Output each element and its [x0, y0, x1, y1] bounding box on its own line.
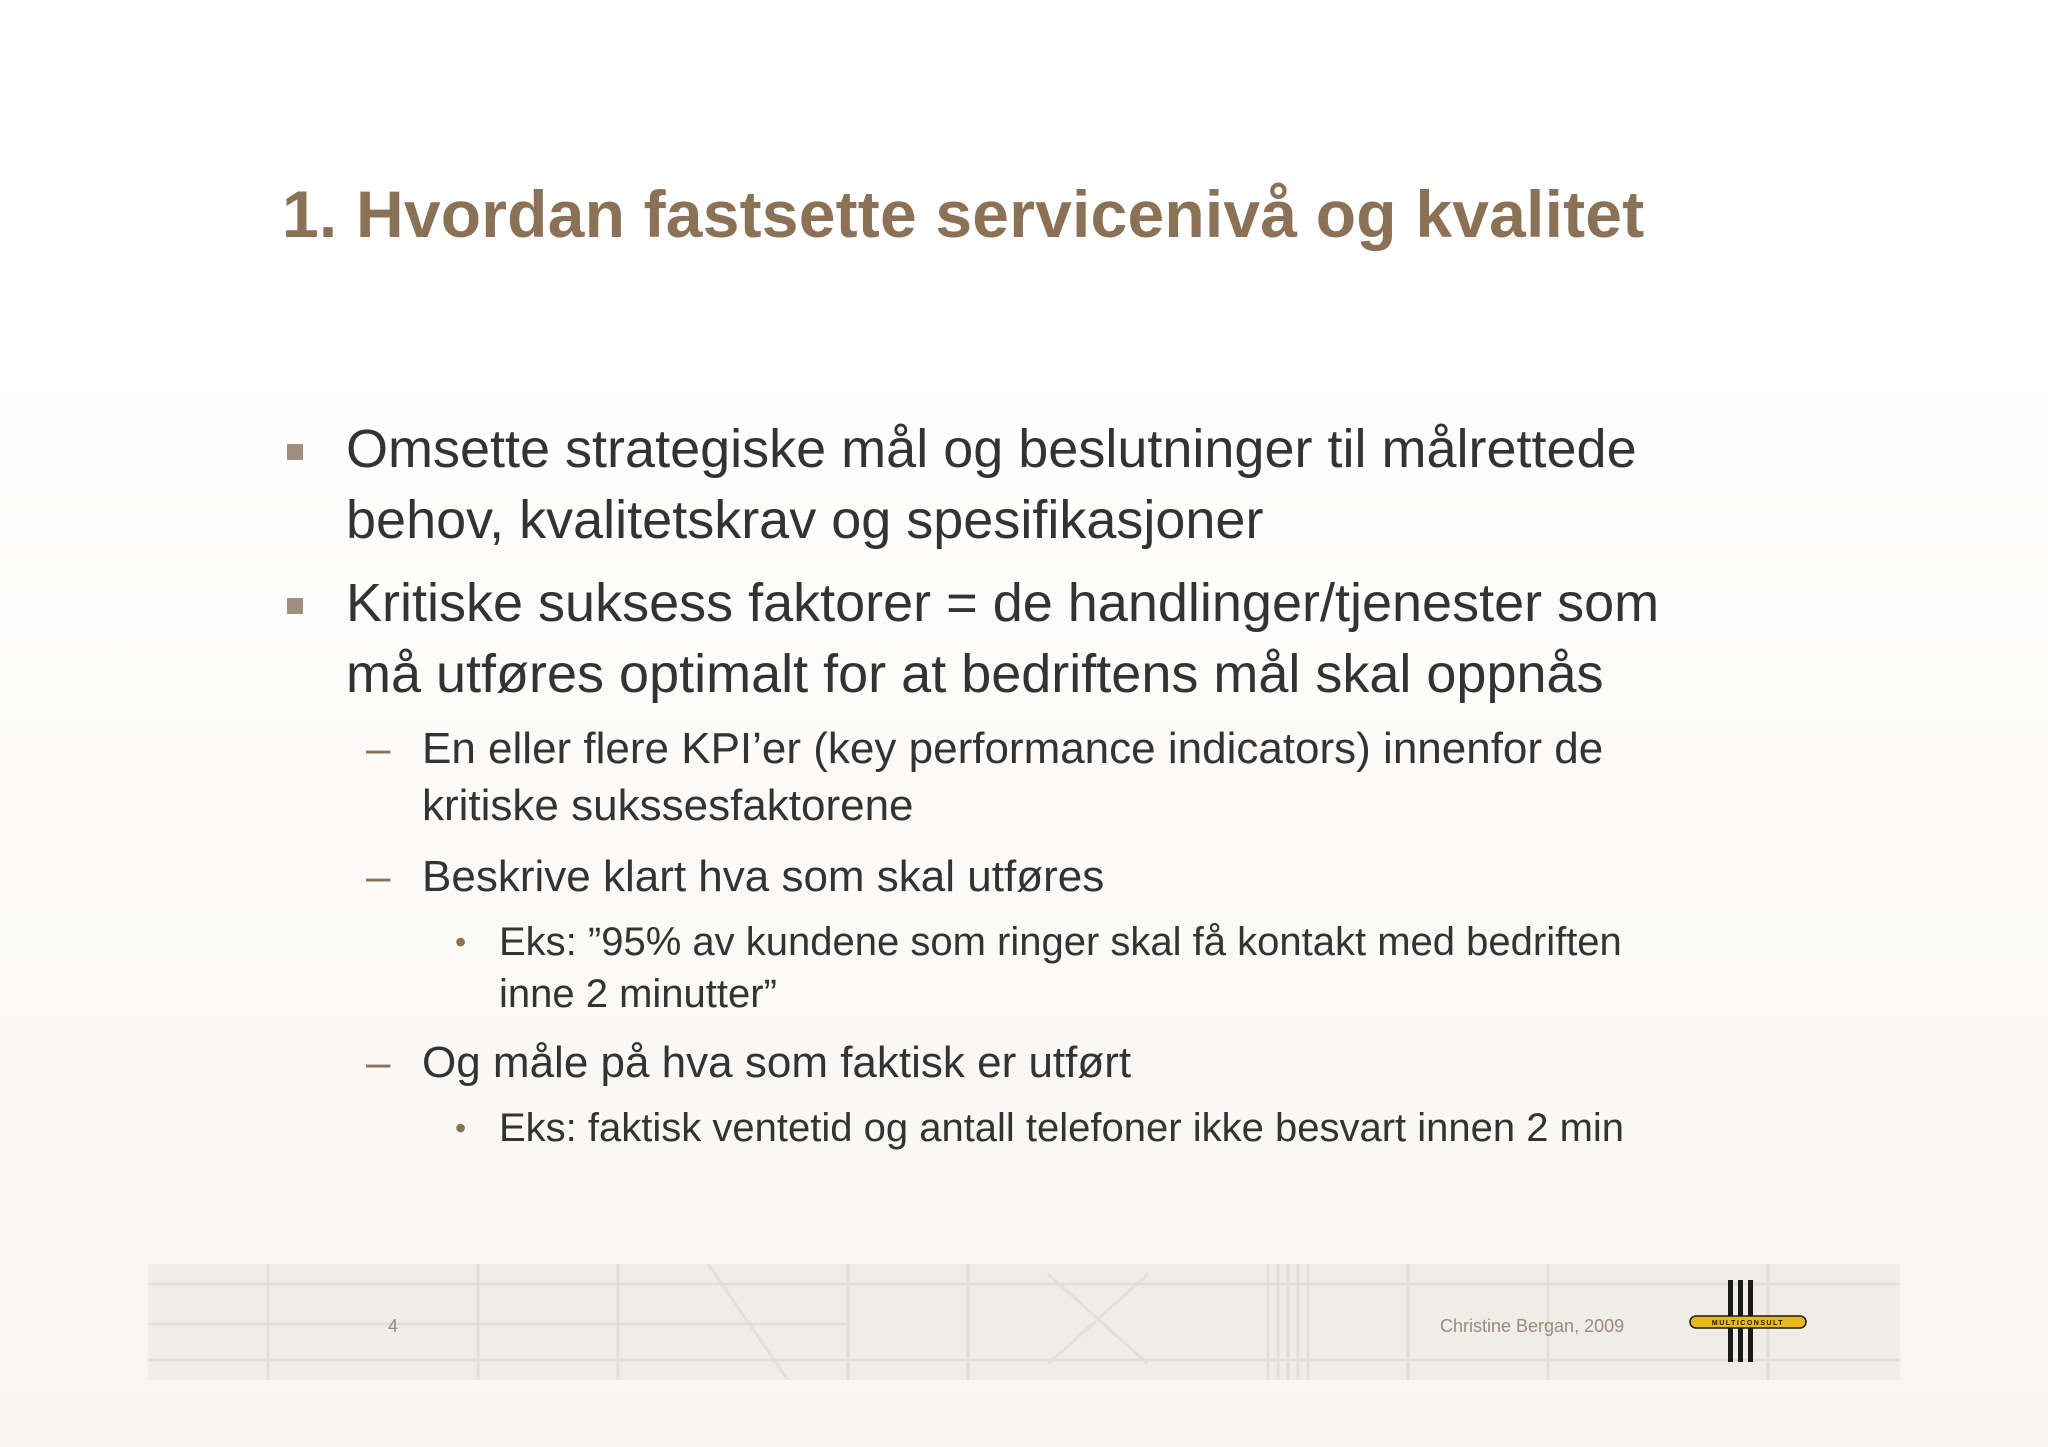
bullet-line: kritiske sukssesfaktorene	[422, 781, 914, 830]
footer-band	[148, 1264, 1900, 1380]
sub-bullet-item	[366, 1034, 1762, 1091]
bullet-line: behov, kvalitetskrav og spesifikasjoner	[346, 490, 1264, 550]
bullet-line: En eller flere KPI’er (key performance indicators) innenfor de	[422, 724, 1604, 773]
bullet-line: Kritiske suksess faktorer = de handlinger/tjenester som	[346, 573, 1660, 633]
bullet-line: Og måle på hva som faktisk er utført	[422, 1038, 1132, 1087]
dot-bullet-icon: •	[455, 1110, 467, 1146]
bullet-line: Eks: ”95% av kundene som ringer skal få kontakt med bedriften	[499, 920, 1622, 964]
bullet-line: Omsette strategiske mål og beslutninger til målrettede	[346, 419, 1637, 479]
sub-sub-bullet-item	[455, 1102, 1799, 1154]
footer-background-pattern	[148, 1264, 1900, 1380]
dash-bullet-icon: –	[366, 852, 391, 901]
sub-bullet-item	[366, 848, 1762, 905]
dash-bullet-icon: –	[366, 724, 391, 773]
slide-title: 1. Hvordan fastsette servicenivå og kvalitet	[282, 177, 1645, 251]
square-bullet-icon	[287, 598, 303, 614]
sub-bullet-item	[366, 720, 1762, 834]
square-bullet-icon	[287, 444, 303, 460]
bullet-item	[346, 568, 1806, 710]
author-credit: Christine Bergan, 2009	[1440, 1316, 1625, 1336]
sub-sub-bullet-item	[455, 916, 1799, 1020]
multiconsult-logo-icon	[1688, 1276, 1808, 1366]
bullet-item	[346, 414, 1806, 556]
bullet-line: Beskrive klart hva som skal utføres	[422, 852, 1105, 901]
logo-text: MULTICONSULT	[1711, 1320, 1785, 1327]
bullet-line: inne 2 minutter”	[499, 972, 777, 1016]
dot-bullet-icon: •	[455, 924, 467, 960]
bullet-line: Eks: faktisk ventetid og antall telefoner ikke besvart innen 2 min	[499, 1106, 1625, 1150]
page-number: 4	[388, 1316, 399, 1336]
dash-bullet-icon: –	[366, 1038, 391, 1087]
bullet-line: må utføres optimalt for at bedriftens mål skal oppnås	[346, 644, 1604, 704]
